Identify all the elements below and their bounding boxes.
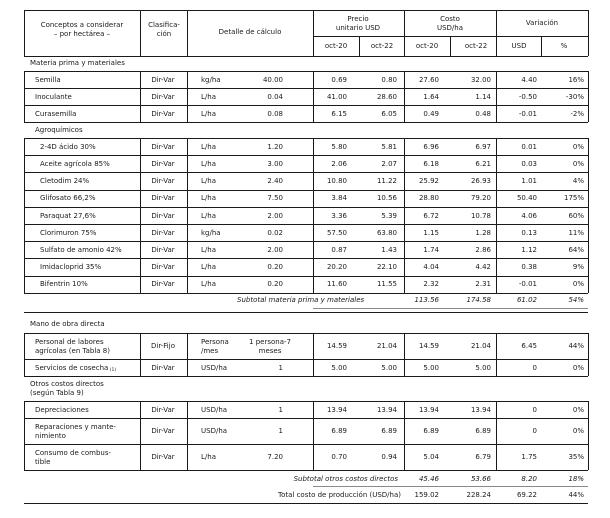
row-unidad: L/ha: [201, 263, 216, 272]
otros-row-divider: [588, 418, 589, 444]
otros-row-divider: [24, 418, 25, 444]
header-var-usd: USD: [511, 42, 527, 50]
row-unidad: L/ha: [201, 453, 216, 462]
row-precio-oct20: 0.70: [331, 453, 347, 462]
header-costo: Costo USD/ha: [436, 15, 464, 32]
row-unidad: L/ha: [201, 194, 216, 203]
row-precio-oct22: 0.94: [381, 453, 397, 462]
row-variacion-usd: -0.01: [518, 109, 537, 118]
otros-row-top: [24, 401, 588, 402]
row-cantidad: 2.00: [267, 211, 283, 220]
row-costo-oct22: 13.94: [470, 405, 491, 414]
row-clasificacion: Dir-Fijo: [151, 342, 175, 351]
otros-row-top: [24, 418, 588, 419]
row-concepto: Reparaciones y mante- nimiento: [35, 423, 116, 440]
mano-obra-row-divider: [24, 333, 25, 359]
agroquimico-row-divider: [24, 190, 25, 207]
row-unidad: L/ha: [201, 246, 216, 255]
row-variacion-pct: 35%: [568, 453, 584, 462]
header-periodo: oct-22: [370, 42, 394, 50]
row-concepto: Servicios de cosecha $_{(1)}$: [35, 363, 117, 373]
materia-row-divider: [588, 105, 589, 122]
row-concepto: Sulfato de amonio 42%: [40, 246, 122, 255]
agroquimico-row-top: [24, 258, 588, 259]
row-clasificacion: Dir-Var: [151, 109, 175, 118]
agroquimico-row-top: [24, 224, 588, 225]
row-costo-oct22: 79.20: [470, 194, 491, 203]
row-variacion-usd: 0: [532, 427, 537, 436]
row-variacion-usd: 0.13: [521, 228, 537, 237]
agroquimico-row-divider: [24, 241, 25, 258]
row-costo-oct22: 21.04: [470, 342, 491, 351]
materia-row-divider: [588, 88, 589, 105]
materia-row-top: [24, 71, 588, 72]
table-bottom-rule: [24, 503, 588, 504]
row-precio-oct22: 11.22: [376, 177, 397, 186]
row-unidad: L/ha: [201, 211, 216, 220]
row-cantidad: 0.20: [267, 280, 283, 289]
materia-row-top: [24, 88, 588, 89]
header-clasificacion: Clasifica- ción: [148, 21, 180, 38]
row-precio-oct20: 3.36: [331, 211, 347, 220]
row-variacion-usd: -0.50: [518, 92, 537, 101]
row-precio-oct20: 6.15: [331, 109, 347, 118]
row-variacion-pct: 9%: [572, 263, 584, 272]
row-concepto: Curasemilla: [35, 109, 77, 118]
row-costo-oct22: 6.89: [475, 427, 491, 436]
agroquimico-row-divider: [24, 276, 25, 293]
mano-obra-row-bottom: [24, 376, 588, 377]
row-variacion-pct: 175%: [563, 194, 584, 203]
row-concepto: Depreciaciones: [35, 405, 89, 414]
subtotal-otros-usd: 8.20: [521, 475, 537, 483]
row-costo-oct20: 1.74: [423, 246, 439, 255]
section-separator: [24, 312, 588, 313]
row-unidad: L/ha: [201, 177, 216, 186]
mano-obra-row-top: [24, 359, 588, 360]
header-variacion: Variación: [525, 19, 559, 27]
row-precio-oct20: 6.89: [331, 427, 347, 436]
agroquimico-row-divider: [588, 155, 589, 172]
row-costo-oct20: 25.92: [418, 177, 439, 186]
row-costo-oct22: 2.86: [475, 246, 491, 255]
header-periodo: oct-20: [324, 42, 348, 50]
row-precio-oct22: 21.04: [376, 342, 397, 351]
row-cantidad: 0.08: [267, 109, 283, 118]
row-cantidad: 0.20: [267, 263, 283, 272]
materia-row-bottom: [24, 122, 588, 123]
row-variacion-usd: 1.01: [521, 177, 537, 186]
row-costo-oct20: 0.49: [423, 109, 439, 118]
row-unidad: L/ha: [201, 142, 216, 151]
row-cantidad: 40.00: [262, 75, 283, 84]
row-variacion-usd: 50.40: [516, 194, 537, 203]
subtotal-rule: [313, 486, 588, 487]
agroquimico-row-top: [24, 138, 588, 139]
row-precio-oct22: 10.56: [376, 194, 397, 203]
row-variacion-pct: 64%: [568, 246, 584, 255]
row-concepto: Clorimuron 75%: [40, 228, 97, 237]
row-variacion-pct: 0%: [572, 142, 584, 151]
row-clasificacion: Dir-Var: [151, 228, 175, 237]
row-variacion-pct: -2%: [570, 109, 584, 118]
mano-obra-row-divider: [24, 359, 25, 376]
row-clasificacion: Dir-Var: [151, 142, 175, 151]
agroquimico-row-divider: [588, 241, 589, 258]
otros-row-divider: [588, 401, 589, 418]
row-precio-oct20: 5.00: [331, 363, 347, 372]
row-precio-oct22: 5.39: [381, 211, 397, 220]
row-cantidad: 2.00: [267, 246, 283, 255]
materia-row-divider: [24, 88, 25, 105]
row-precio-oct22: 28.60: [376, 92, 397, 101]
row-costo-oct20: 4.04: [423, 263, 439, 272]
agroquimico-row-top: [24, 276, 588, 277]
row-concepto: Personal de labores agrícolas (en Tabla 8): [35, 338, 110, 355]
row-costo-oct22: 6.97: [475, 142, 491, 151]
row-variacion-usd: 0.01: [521, 142, 537, 151]
row-variacion-pct: 60%: [568, 211, 584, 220]
row-precio-oct20: 5.80: [331, 142, 347, 151]
row-clasificacion: Dir-Var: [151, 363, 175, 372]
agroquimico-row-top: [24, 155, 588, 156]
row-variacion-pct: 0%: [572, 280, 584, 289]
section-otros: Otros costos directos (según Tabla 9): [30, 380, 104, 397]
row-variacion-pct: 0%: [572, 427, 584, 436]
materia-row-divider: [588, 71, 589, 88]
row-cantidad: 7.20: [267, 453, 283, 462]
otros-row-divider: [588, 444, 589, 470]
agroquimico-row-bottom: [24, 293, 588, 294]
materia-row-divider: [24, 71, 25, 88]
row-clasificacion: Dir-Var: [151, 427, 175, 436]
row-costo-oct20: 6.89: [423, 427, 439, 436]
row-variacion-usd: 4.40: [521, 75, 537, 84]
row-concepto: 2-4D ácido 30%: [40, 142, 96, 151]
agroquimico-row-divider: [588, 224, 589, 241]
row-costo-oct22: 10.78: [470, 211, 491, 220]
row-concepto: Cletodim 24%: [40, 177, 90, 186]
agroquimico-row-divider: [24, 258, 25, 275]
agroquimico-row-divider: [24, 172, 25, 189]
row-costo-oct20: 6.72: [423, 211, 439, 220]
row-costo-oct20: 14.59: [418, 342, 439, 351]
agroquimico-row-divider: [24, 138, 25, 155]
row-precio-oct20: 0.69: [331, 75, 347, 84]
total-oct20: 159.02: [414, 491, 439, 499]
subtotal-mp-oct22: 174.58: [466, 295, 491, 304]
row-variacion-pct: 0%: [572, 160, 584, 169]
row-variacion-usd: 0: [532, 363, 537, 372]
agroquimico-row-divider: [24, 155, 25, 172]
header-periodo: oct-22: [464, 42, 488, 50]
row-precio-oct20: 2.06: [331, 160, 347, 169]
row-precio-oct22: 11.55: [376, 280, 397, 289]
row-precio-oct22: 6.05: [381, 109, 397, 118]
agroquimico-row-divider: [588, 190, 589, 207]
row-clasificacion: Dir-Var: [151, 92, 175, 101]
row-unidad: L/ha: [201, 280, 216, 289]
header-detalle: Detalle de cálculo: [218, 28, 282, 36]
row-concepto: Paraquat 27,6%: [40, 211, 96, 220]
row-costo-oct20: 5.00: [423, 363, 439, 372]
agroquimico-row-divider: [588, 207, 589, 224]
header-precio: Precio unitario USD: [335, 15, 381, 32]
row-cantidad: 0.04: [267, 92, 283, 101]
agroquimico-row-divider: [24, 224, 25, 241]
agroquimico-row-divider: [588, 258, 589, 275]
row-cantidad: 2.40: [267, 177, 283, 186]
subtotal-rule: [313, 308, 588, 309]
row-concepto: Inoculante: [35, 92, 72, 101]
mano-obra-row-top: [24, 333, 588, 334]
row-clasificacion: Dir-Var: [151, 160, 175, 169]
header-bottom-rule: [24, 56, 588, 57]
row-costo-oct20: 1.15: [423, 228, 439, 237]
subtotal-otros-oct20: 45.46: [418, 475, 439, 483]
header-top-rule: [24, 10, 588, 11]
row-precio-oct20: 20.20: [326, 263, 347, 272]
row-variacion-pct: -30%: [565, 92, 584, 101]
row-costo-oct20: 1.64: [423, 92, 439, 101]
row-variacion-pct: 0%: [572, 363, 584, 372]
row-cantidad: 1: [278, 363, 283, 372]
row-concepto: Consumo de combus- tible: [35, 449, 111, 466]
agroquimico-row-divider: [588, 138, 589, 155]
subtotal-mp-usd: 61.02: [516, 295, 537, 304]
otros-row-divider: [24, 444, 25, 470]
row-costo-oct22: 1.14: [475, 92, 491, 101]
row-costo-oct20: 28.80: [418, 194, 439, 203]
otros-row-top: [24, 444, 588, 445]
row-costo-oct20: 27.60: [418, 75, 439, 84]
row-costo-oct22: 26.93: [470, 177, 491, 186]
row-precio-oct20: 14.59: [326, 342, 347, 351]
row-precio-oct22: 63.80: [376, 228, 397, 237]
row-concepto: Aceite agrícola 85%: [40, 160, 110, 169]
row-costo-oct20: 2.32: [423, 280, 439, 289]
row-precio-oct22: 5.00: [381, 363, 397, 372]
mano-obra-row-divider: [588, 333, 589, 359]
total-oct22: 228.24: [466, 491, 491, 499]
row-clasificacion: Dir-Var: [151, 194, 175, 203]
subtotal-otros-label: Subtotal otros costos directos: [293, 475, 398, 483]
row-concepto: Bifentrin 10%: [40, 280, 88, 289]
row-precio-oct22: 6.89: [381, 427, 397, 436]
row-clasificacion: Dir-Var: [151, 246, 175, 255]
row-precio-oct22: 5.81: [381, 142, 397, 151]
row-variacion-usd: 1.12: [521, 246, 537, 255]
subtotal-otros-pct: 18%: [568, 475, 584, 483]
subtotal-mp-label: Subtotal materia prima y materiales: [237, 295, 365, 304]
subtotal-mp-oct20: 113.56: [414, 295, 439, 304]
total-usd: 69.22: [516, 491, 537, 499]
row-variacion-pct: 16%: [568, 75, 584, 84]
agroquimico-row-top: [24, 190, 588, 191]
row-costo-oct20: 13.94: [418, 405, 439, 414]
section-mano-obra: Mano de obra directa: [30, 320, 105, 328]
row-costo-oct22: 6.79: [475, 453, 491, 462]
row-unidad: L/ha: [201, 160, 216, 169]
agroquimico-row-top: [24, 241, 588, 242]
row-cantidad: 1.20: [267, 142, 283, 151]
row-precio-oct20: 57.50: [326, 228, 347, 237]
row-variacion-usd: -0.01: [518, 280, 537, 289]
total-label: Total costo de producción (USD/ha): [278, 491, 401, 499]
otros-row-bottom: [24, 470, 588, 471]
row-clasificacion: Dir-Var: [151, 405, 175, 414]
row-unidad: kg/ha: [201, 75, 221, 84]
subtotal-otros-oct22: 53.66: [470, 475, 491, 483]
header-conceptos: Conceptos a considerar – por hectárea –: [40, 21, 124, 38]
row-clasificacion: Dir-Var: [151, 177, 175, 186]
row-variacion-usd: 4.06: [521, 211, 537, 220]
row-precio-oct22: 2.07: [381, 160, 397, 169]
agroquimico-row-top: [24, 207, 588, 208]
row-costo-oct22: 5.00: [475, 363, 491, 372]
row-cantidad: 1: [278, 427, 283, 436]
row-precio-oct20: 0.87: [331, 246, 347, 255]
row-clasificacion: Dir-Var: [151, 280, 175, 289]
row-costo-oct22: 6.21: [475, 160, 491, 169]
row-variacion-usd: 6.45: [521, 342, 537, 351]
otros-row-divider: [24, 401, 25, 418]
row-cantidad: 0.02: [267, 228, 283, 237]
row-costo-oct22: 4.42: [475, 263, 491, 272]
subtotal-mp-pct: 54%: [568, 295, 584, 304]
row-concepto: Semilla: [35, 75, 61, 84]
row-cantidad: 3.00: [267, 160, 283, 169]
row-variacion-pct: 4%: [572, 177, 584, 186]
row-unidad: USD/ha: [201, 363, 228, 372]
row-unidad: USD/ha: [201, 427, 228, 436]
materia-row-divider: [24, 105, 25, 122]
row-precio-oct22: 0.80: [381, 75, 397, 84]
row-concepto: Imidacloprid 35%: [40, 263, 102, 272]
agroquimico-row-divider: [588, 172, 589, 189]
row-variacion-usd: 1.75: [521, 453, 537, 462]
row-precio-oct20: 13.94: [326, 405, 347, 414]
row-precio-oct22: 22.10: [376, 263, 397, 272]
header-var-pct: %: [560, 42, 568, 50]
row-unidad: kg/ha: [201, 228, 221, 237]
row-clasificacion: Dir-Var: [151, 453, 175, 462]
row-precio-oct22: 1.43: [381, 246, 397, 255]
row-precio-oct22: 13.94: [376, 405, 397, 414]
section-materia-prima: Materia prima y materiales: [30, 59, 125, 67]
agroquimico-row-divider: [24, 207, 25, 224]
row-variacion-pct: 0%: [572, 405, 584, 414]
footnote-marker: (1): [108, 367, 117, 373]
row-precio-oct20: 11.60: [326, 280, 347, 289]
row-costo-oct20: 6.18: [423, 160, 439, 169]
row-cantidad: 7.50: [267, 194, 283, 203]
mano-obra-row-divider: [588, 359, 589, 376]
row-costo-oct22: 2.31: [475, 280, 491, 289]
row-precio-oct20: 3.84: [331, 194, 347, 203]
row-unidad: L/ha: [201, 92, 216, 101]
row-costo-oct22: 1.28: [475, 228, 491, 237]
row-costo-oct22: 0.48: [475, 109, 491, 118]
row-cantidad: 1 persona-7 meses: [249, 338, 291, 355]
total-pct: 44%: [568, 491, 584, 499]
row-variacion-pct: 44%: [568, 342, 584, 351]
row-variacion-usd: 0.38: [521, 263, 537, 272]
row-precio-oct20: 10.80: [326, 177, 347, 186]
row-costo-oct20: 5.04: [423, 453, 439, 462]
row-variacion-usd: 0: [532, 405, 537, 414]
row-unidad: L/ha: [201, 109, 216, 118]
row-clasificacion: Dir-Var: [151, 75, 175, 84]
materia-row-top: [24, 105, 588, 106]
row-cantidad: 1: [278, 405, 283, 414]
row-concepto: Glifosato 66,2%: [40, 194, 96, 203]
row-variacion-pct: 11%: [568, 228, 584, 237]
row-costo-oct20: 6.96: [423, 142, 439, 151]
agroquimico-row-top: [24, 172, 588, 173]
row-unidad: USD/ha: [201, 405, 228, 414]
row-clasificacion: Dir-Var: [151, 211, 175, 220]
row-clasificacion: Dir-Var: [151, 263, 175, 272]
row-precio-oct20: 41.00: [326, 92, 347, 101]
row-variacion-usd: 0.03: [521, 160, 537, 169]
row-unidad: Persona /mes: [201, 338, 229, 355]
section-agroquimicos: Agroquímicos: [35, 126, 83, 134]
agroquimico-row-divider: [588, 276, 589, 293]
row-costo-oct22: 32.00: [470, 75, 491, 84]
header-periodo: oct-20: [415, 42, 439, 50]
